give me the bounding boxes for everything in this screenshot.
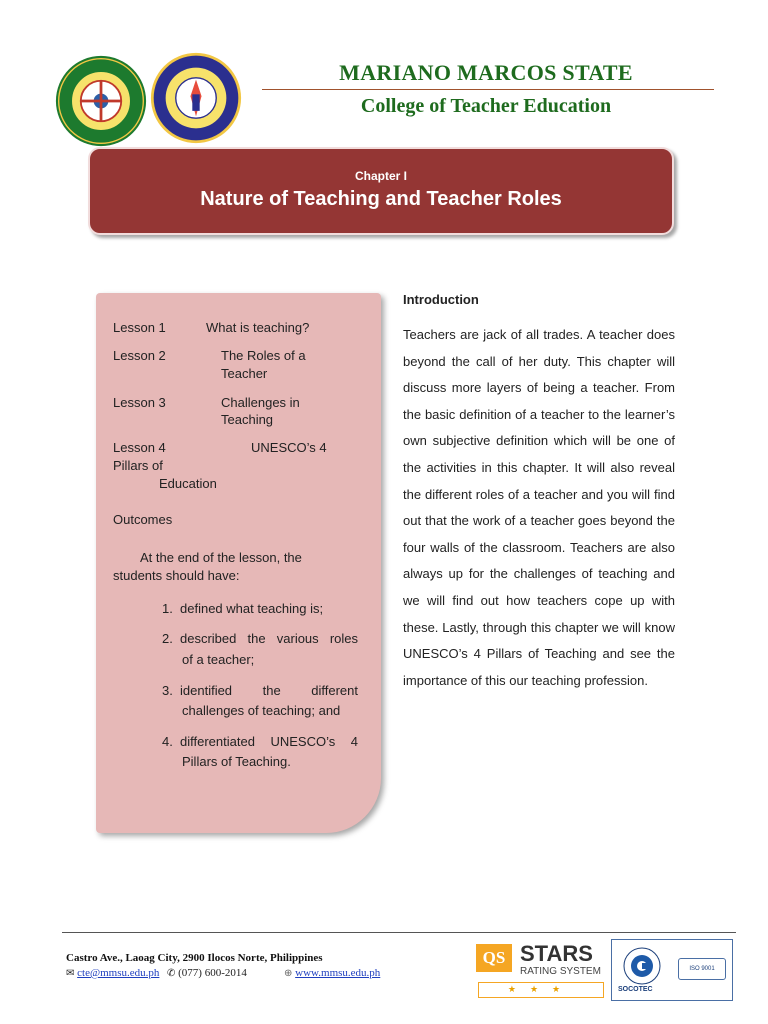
lesson-3-title-line2: Teaching [221,412,274,427]
footer-address: Castro Ave., Laoag City, 2900 Ilocos Norte, Philippines [66,952,323,964]
outcomes-heading: Outcomes [113,512,173,527]
mmsu-seal-logo [55,55,147,147]
globe-icon: ⊕ [284,968,293,979]
socotec-iso-badge [611,939,733,1001]
lesson-4-title-line3: Education [159,476,217,491]
chapter-label: Chapter I [354,169,407,183]
qs-logo: QS [476,944,512,972]
chapter-banner [88,147,674,235]
footer-phone: (077) 600-2014 [178,967,247,979]
outcome-4-line2: Pillars of Teaching. [182,754,291,769]
lesson-4-title-line1: UNESCO’s 4 [251,440,327,455]
footer-email-link[interactable]: cte@mmsu.edu.ph [77,967,160,979]
lesson-outcomes-panel [96,293,381,833]
outcome-2-line2: of a teacher; [182,652,255,667]
header-divider [262,89,714,90]
outcome-3-line2: challenges of teaching; and [182,703,341,718]
socotec-certification-icon [620,946,664,986]
outcome-1-line1: defined what teaching is; [180,601,324,616]
lesson-2-title-line1: The Roles of a [221,348,306,363]
lesson-3-label: Lesson 3 [113,395,166,410]
lesson-2-title-line2: Teacher [221,366,268,381]
introduction-body: Teachers are jack of all trades. A teacher does beyond the call of her duty. This chapter will discuss more layers of being a teacher. From the basic definition of a teacher to the learner’s own subjective definition which will be one of the activities in this chapter. It will also reveal the different roles of a teacher and you will find out that the work of a teacher goes beyond the four walls of the classroom. Teachers are also always up for the challenges of teaching and we will find out how teachers cope up with these. Lastly, through this chapter we will know UNESCO’s 4 Pillars of Teaching and see the importance of this our teaching profession. [403,327,675,688]
lesson-2-label: Lesson 2 [113,348,166,363]
lesson-4-label: Lesson 4 [113,440,166,455]
rating-system-label: RATING SYSTEM [520,966,601,977]
lesson-4-title-line2: Pillars of [113,458,163,473]
outcome-3-number: 3. [162,683,173,698]
outcome-1-number: 1. [162,601,173,616]
footer-email-group [66,967,159,979]
outcome-2-line1: described the various roles [180,631,358,646]
phone-icon: ✆ [167,968,176,979]
star-rating-icon: ★★★ [478,982,604,998]
lesson-1-title: What is teaching? [206,320,310,335]
iso-9001-label: ISO 9001 [678,958,726,980]
stars-wordmark: STARS [520,941,593,966]
outcome-4-number: 4. [162,734,173,749]
email-icon: ✉ [66,968,75,979]
footer-phone-group [167,967,247,979]
socotec-wordmark: SOCOTEC [618,986,653,993]
cte-seal-logo [150,52,242,144]
lesson-1-label: Lesson 1 [113,320,166,335]
footer-divider [62,932,736,933]
outcomes-intro-line2: students should have: [113,568,240,583]
university-title: MARIANO MARCOS STATE [339,60,633,85]
college-title: College of Teacher Education [360,95,612,117]
chapter-title: Nature of Teaching and Teacher Roles [200,188,562,210]
footer-website-link[interactable]: www.mmsu.edu.ph [295,967,381,979]
lesson-3-title-line1: Challenges in [221,395,300,410]
outcome-2-number: 2. [162,631,173,646]
introduction-heading: Introduction [403,292,479,307]
outcome-3-line1: identified the different [180,683,358,698]
outcomes-intro-line1: At the end of the lesson, the [140,550,302,565]
outcome-4-line1: differentiated UNESCO’s 4 [180,734,358,749]
qs-stars-badge [476,941,606,998]
footer-website-group [284,967,380,979]
